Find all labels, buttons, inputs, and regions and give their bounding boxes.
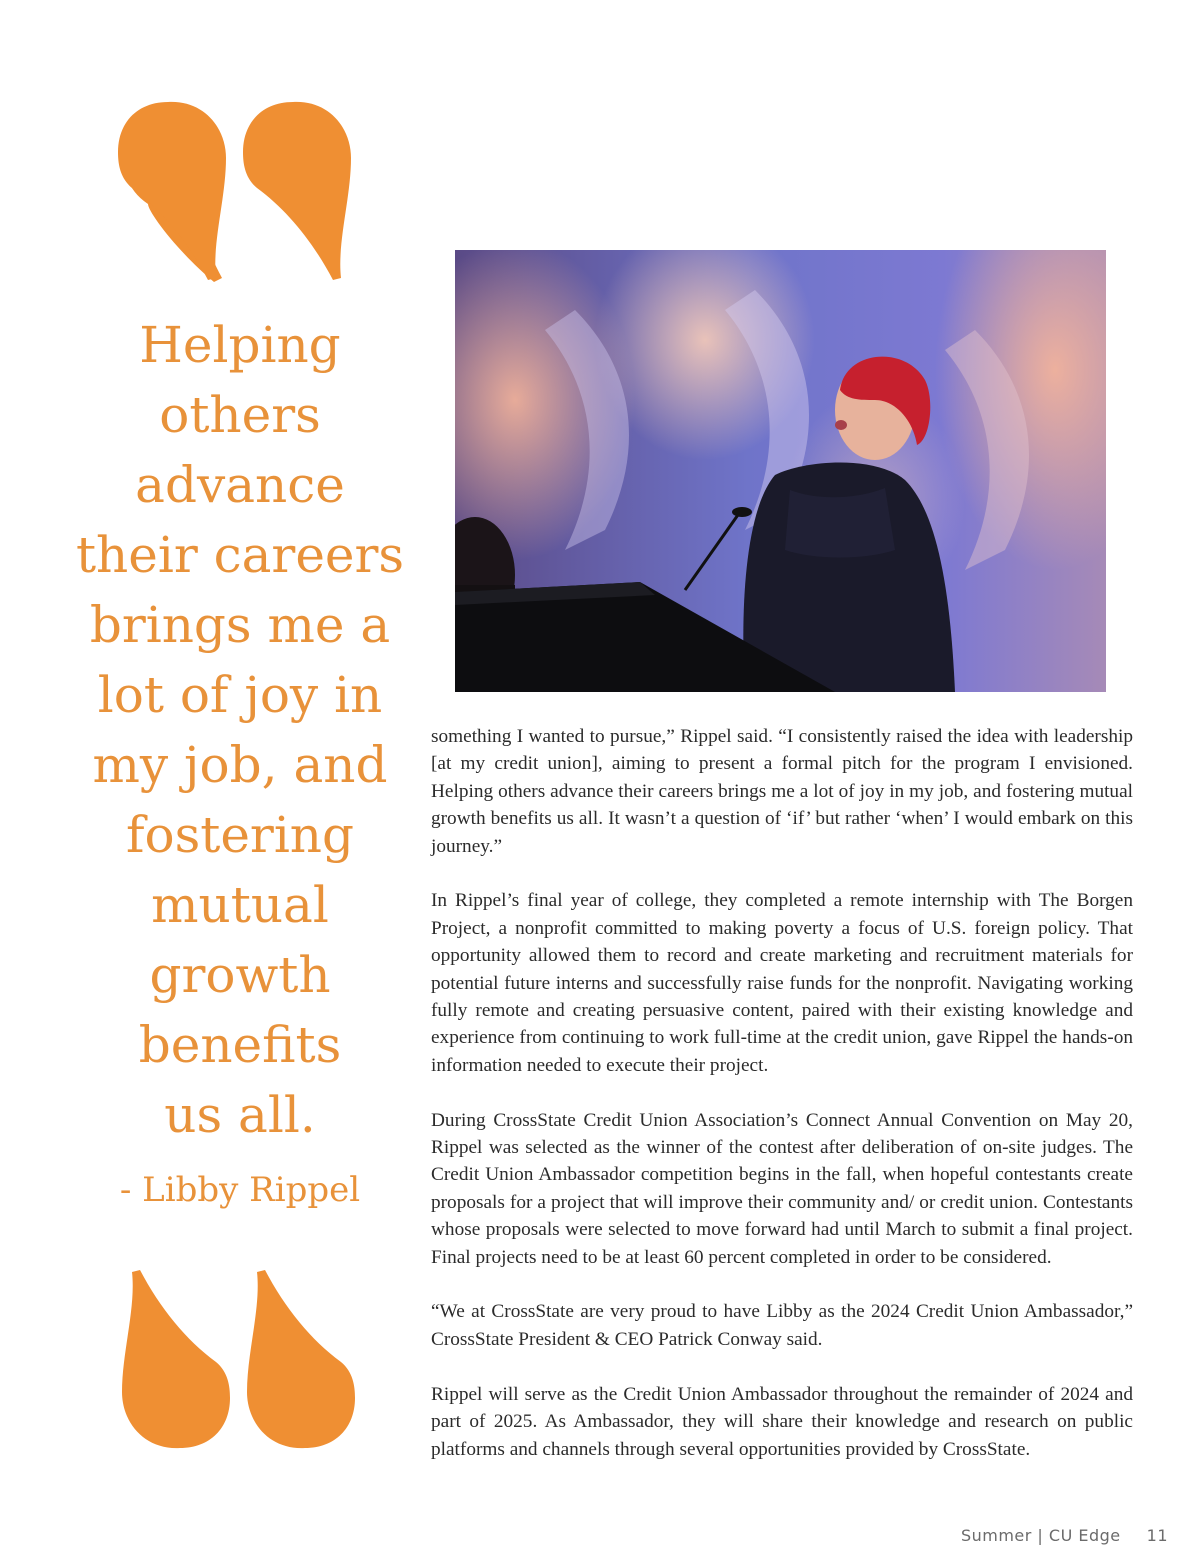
pull-quote-line: others xyxy=(159,386,321,444)
close-quotation-mark-icon xyxy=(122,1268,362,1458)
pull-quote-line: my job, and xyxy=(92,736,388,794)
pull-quote-line: fostering xyxy=(125,806,355,864)
publication-name: Summer | CU Edge xyxy=(960,1526,1121,1545)
article-paragraph: something I wanted to pursue,” Rippel said. “I consistently raised the idea with leadership [at my credit union], aiming to present a formal pitch for the program I envisioned. Helping others advance their careers brings me a lot of joy in my job, and fostering mutual growth benefits us all. It wasn’t a question of ‘if’ but rather ‘when’ I would embark on this journey.” xyxy=(431,726,1133,857)
pull-quote xyxy=(70,310,410,1150)
page-number: 11 xyxy=(1146,1526,1168,1545)
pull-quote-line: advance xyxy=(135,456,345,514)
speaker-at-podium-photo xyxy=(455,250,1106,692)
pull-quote-line: us all. xyxy=(164,1086,316,1144)
article-paragraph: “We at CrossState are very proud to have Libby as the 2024 Credit Union Ambassador,” CrossState President & CEO Patrick Conway said. xyxy=(431,1301,1133,1350)
article-paragraph: During CrossState Credit Union Association’s Connect Annual Convention on May 20, Rippel was selected as the winner of the contest after deliberation of on-site judges. The Credit Union Ambassador competition begins in the fall, when hopeful contestants create proposals for a project that will improve their community and/ or credit union. Contestants whose proposals were selected to move forward had until March to submit a final project. Final projects need to be at least 60 percent completed in order to be considered. xyxy=(431,1109,1133,1268)
open-quotation-mark-icon xyxy=(118,92,358,282)
pull-quote-line: growth xyxy=(149,946,331,1004)
pull-quote-line: Helping xyxy=(139,316,341,374)
pull-quote-line: benefits xyxy=(138,1016,342,1074)
article-paragraph: In Rippel’s final year of college, they completed a remote internship with The Borgen Project, a nonprofit committed to making poverty a focus of U.S. foreign policy. That opportunity allowed them to record and create marketing and recruitment materials for potential future interns and successfully raise funds for the nonprofit. Navigating working fully remote and creating persuasive content, paired with their existing knowledge and experience from continuing to work full-time at the credit union, gave Rippel the hands-on information needed to execute their project. xyxy=(431,890,1133,1076)
pull-quote-line: brings me a xyxy=(89,596,391,654)
quote-attribution: - Libby Rippel xyxy=(119,1170,361,1210)
article-body xyxy=(431,723,1133,1490)
pull-quote-line: their careers xyxy=(75,526,405,584)
pull-quote-line: mutual xyxy=(151,876,329,934)
page-footer xyxy=(961,1526,1168,1545)
article-paragraph: Rippel will serve as the Credit Union Ambassador throughout the remainder of 2024 and part of 2025. As Ambassador, they will share their knowledge and research on public platforms and channels through several opportunities provided by CrossState. xyxy=(431,1383,1133,1460)
pull-quote-line: lot of joy in xyxy=(97,666,383,724)
